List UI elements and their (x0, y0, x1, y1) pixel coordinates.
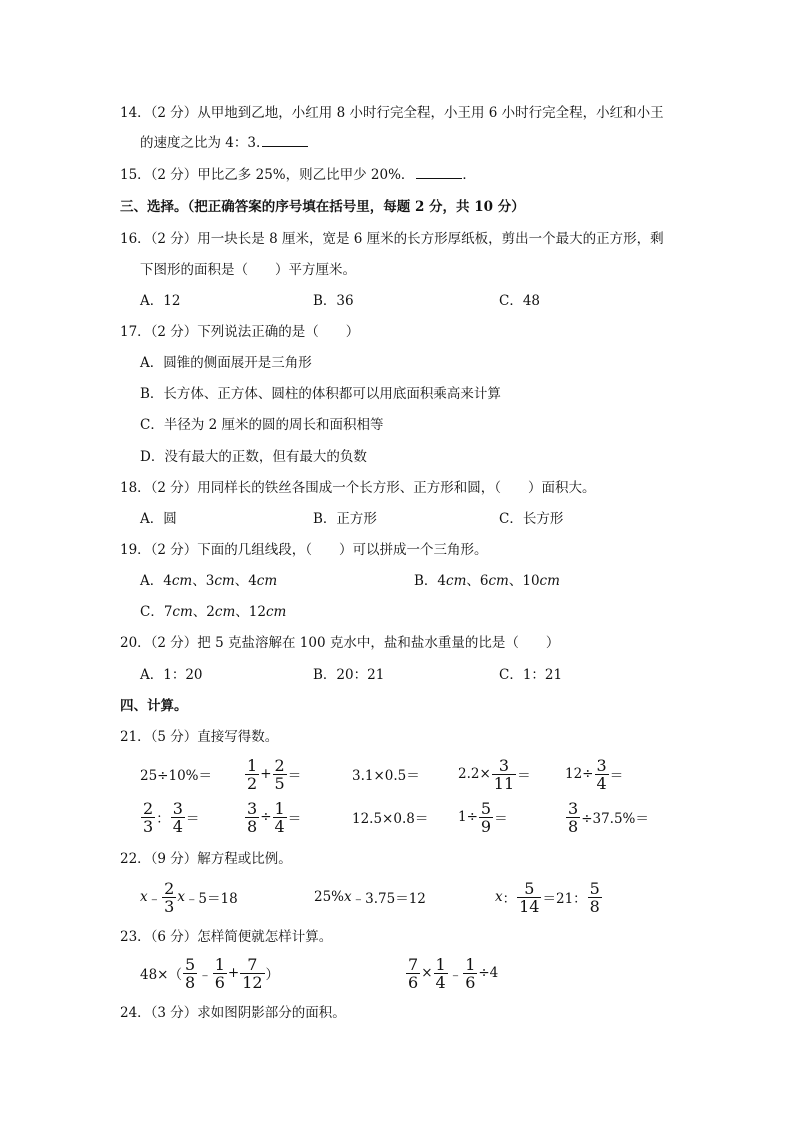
operator: ： (156, 811, 170, 827)
expr-text: 1÷ (458, 809, 478, 825)
fraction (213, 956, 227, 991)
q16-option-b: B．36 (313, 293, 354, 309)
fraction (273, 757, 287, 792)
q16-line2: 下图形的面积是（ ）平方厘米。 (140, 262, 356, 278)
q23-expr-1 (140, 953, 279, 993)
expr-text: 48×（ (140, 967, 182, 983)
denominator: 6 (214, 972, 225, 992)
q22-equation-3 (495, 877, 603, 917)
numerator: 3 (172, 798, 183, 818)
q15-text: 15．（2 分）甲比乙多 25%，则乙比甲少 20%． (120, 167, 415, 183)
operator: ÷ (260, 809, 272, 825)
fraction (492, 757, 516, 792)
unit: cm (265, 604, 287, 620)
q21-expr-1 (140, 754, 212, 794)
operator: ﹣ (448, 967, 463, 983)
operator: + (227, 965, 240, 981)
expr-text: ﹣3.75＝12 (351, 891, 426, 907)
unit: cm (488, 573, 509, 589)
q23-expr-2 (405, 953, 498, 993)
fraction (479, 800, 493, 835)
equals: ＝ (287, 768, 302, 784)
denominator: 8 (185, 972, 196, 992)
q18-stem: 18．（2 分）用同样长的铁丝各围成一个长方形、正方形和圆，（ ）面积大。 (120, 480, 596, 496)
q19-c-n1: C．7 (140, 604, 173, 620)
numerator: 5 (589, 878, 600, 898)
answer-blank[interactable] (262, 134, 308, 147)
equals: ＝ (185, 811, 200, 827)
numerator: 3 (596, 755, 607, 775)
q14-line2 (140, 134, 308, 152)
denominator: 4 (274, 816, 285, 836)
q15 (120, 166, 476, 184)
equals: ＝ (287, 811, 302, 827)
unit: cm (171, 573, 193, 589)
variable-x: x (140, 889, 148, 905)
section-4-heading: 四、计算。 (120, 698, 188, 714)
q19-c-n2: 2 (206, 604, 215, 620)
q19-option-c (140, 603, 286, 621)
q18-option-a: A．圆 (140, 511, 177, 527)
q21-expr-9 (458, 797, 508, 837)
q21-expr-6 (140, 797, 199, 837)
q20-option-b: B．20：21 (313, 667, 385, 683)
q19-b-n1: B．4 (414, 573, 447, 589)
numerator: 2 (164, 878, 175, 898)
numerator: 2 (274, 755, 285, 775)
q19-b-n2: 6 (479, 573, 489, 589)
fraction (406, 956, 420, 991)
q16-option-c: C．48 (499, 293, 541, 309)
numerator: 5 (524, 878, 535, 898)
fraction (245, 800, 259, 835)
q14-line2-text: 的速度之比为 4：3. (140, 135, 261, 151)
denominator: 11 (493, 773, 515, 793)
q19-option-b (414, 572, 560, 590)
sep: 、 (508, 573, 523, 589)
q19-b-n3: 10 (522, 573, 540, 589)
denominator: 3 (143, 816, 154, 836)
unit: cm (214, 573, 235, 589)
q17-option-b: B．长方体、正方体、圆柱的体积都可以用底面积乘高来计算 (140, 386, 501, 402)
q17-option-c: C．半径为 2 厘米的圆的周长和面积相等 (140, 417, 384, 433)
numerator: 1 (274, 798, 285, 818)
denominator: 3 (164, 896, 175, 916)
q21-expr-4 (458, 754, 531, 794)
answer-blank[interactable] (416, 166, 462, 179)
numerator: 1 (214, 954, 225, 974)
denominator: 5 (274, 773, 285, 793)
q21-expr-5 (565, 754, 623, 794)
q19-stem: 19．（2 分）下面的几组线段，（ ）可以拼成一个三角形。 (120, 542, 488, 558)
q21-expr-10 (565, 797, 649, 837)
sep: 、 (234, 573, 249, 589)
q22-equation-1 (140, 877, 238, 917)
q17-option-a: A．圆锥的侧面展开是三角形 (140, 355, 312, 371)
q22-equation-2 (314, 877, 426, 917)
q16-option-a: A．12 (140, 293, 181, 309)
q21-stem: 21．（5 分）直接写得数。 (120, 729, 279, 745)
q17-stem: 17．（2 分）下列说法正确的是（ ） (120, 324, 360, 340)
expr-text: ＝21： (542, 891, 587, 907)
numerator: 5 (480, 798, 492, 818)
q19-a-n1: A．4 (140, 573, 172, 589)
denominator: 4 (172, 816, 183, 836)
unit: cm (172, 604, 193, 620)
operator: ： (502, 891, 517, 907)
q19-c-n3: 12 (248, 604, 266, 620)
denominator: 8 (568, 816, 579, 836)
q18-option-c: C．长方形 (499, 511, 564, 527)
sep: 、 (466, 573, 480, 589)
section-3-heading: 三、选择。（把正确答案的序号填在括号里，每题 2 分，共 10 分） (120, 199, 525, 215)
sep: 、 (192, 604, 207, 620)
fraction (566, 800, 580, 835)
fraction (463, 956, 477, 991)
denominator: 6 (465, 972, 476, 992)
denominator: 6 (408, 972, 419, 992)
q14-line1: 14．（2 分）从甲地到乙地，小红用 8 小时行完全程，小王用 6 小时行完全程，小红和小王 (120, 105, 664, 121)
q16-line1: 16．（2 分）用一块长是 8 厘米，宽是 6 厘米的长方形厚纸板，剪出一个最大的正方形，剩 (120, 231, 664, 247)
numerator: 5 (185, 954, 196, 974)
expr-text: ﹣5＝18 (184, 891, 238, 907)
q18-option-b: B．正方形 (313, 511, 377, 527)
denominator: 9 (480, 816, 492, 836)
q23-stem: 23．（6 分）怎样简便就怎样计算。 (120, 929, 333, 945)
unit: cm (214, 604, 236, 620)
q24-stem: 24．（3 分）求如图阴影部分的面积。 (120, 1005, 346, 1021)
expr-text: ÷4 (478, 965, 499, 981)
fraction (162, 880, 176, 915)
fraction (141, 800, 155, 835)
numerator: 7 (408, 954, 419, 974)
fraction (595, 757, 609, 792)
sep: 、 (235, 604, 249, 620)
variable-x: x (344, 889, 352, 905)
unit: cm (446, 573, 467, 589)
expr-text: 25÷10%＝ (140, 768, 212, 784)
variable-x: x (495, 889, 503, 905)
fraction (171, 800, 185, 835)
denominator: 2 (247, 773, 258, 793)
fraction (183, 956, 197, 991)
numerator: 7 (247, 954, 258, 974)
numerator: 2 (143, 798, 154, 818)
q21-expr-2 (244, 754, 301, 794)
operator: ﹣ (198, 967, 212, 983)
q15-end: ． (462, 167, 476, 183)
fraction (517, 880, 541, 915)
numerator: 1 (247, 755, 258, 775)
numerator: 3 (498, 755, 510, 775)
expr-text: 25% (314, 889, 345, 905)
unit: cm (539, 573, 560, 589)
unit: cm (256, 573, 278, 589)
q20-stem: 20．（2 分）把 5 克盐溶解在 100 克水中，盐和盐水重量的比是（ ） (120, 635, 560, 651)
q20-option-a: A．1：20 (140, 667, 203, 683)
q21-expr-7 (244, 797, 301, 837)
sep: 、 (192, 573, 206, 589)
q19-option-a (140, 572, 277, 590)
numerator: 3 (247, 798, 258, 818)
fraction (245, 757, 259, 792)
expr-text: 2.2× (458, 766, 491, 782)
expr-text: 12÷ (565, 766, 594, 782)
q19-a-n2: 3 (205, 573, 215, 589)
q21-expr-8 (352, 797, 428, 837)
q21-expr-3 (352, 754, 420, 794)
fraction (240, 956, 264, 991)
denominator: 14 (519, 896, 540, 916)
denominator: 12 (242, 972, 263, 992)
operator: + (260, 766, 272, 782)
denominator: 4 (596, 773, 607, 793)
operator: × (421, 965, 433, 981)
q20-option-c: C．1：21 (499, 667, 563, 683)
denominator: 4 (435, 972, 446, 992)
equals: ＝ (609, 768, 624, 784)
expr-text: 3.1×0.5＝ (352, 768, 420, 784)
q17-option-d: D．没有最大的正数，但有最大的负数 (140, 449, 367, 465)
expr-text: ） (265, 967, 280, 983)
fraction (273, 800, 287, 835)
equals: ＝ (494, 811, 508, 827)
numerator: 3 (568, 798, 579, 818)
expr-text: 12.5×0.8＝ (352, 811, 429, 827)
denominator: 8 (247, 816, 258, 836)
equals: ＝ (517, 768, 531, 784)
q22-stem: 22．（9 分）解方程或比例。 (120, 851, 292, 867)
variable-x: x (177, 889, 185, 905)
operator: ﹣ (147, 891, 162, 907)
fraction (588, 880, 602, 915)
expr-text: ÷37.5%＝ (581, 811, 649, 827)
denominator: 8 (589, 896, 600, 916)
fraction (434, 956, 448, 991)
numerator: 1 (465, 954, 476, 974)
q19-a-n3: 4 (248, 573, 257, 589)
numerator: 1 (435, 954, 446, 974)
